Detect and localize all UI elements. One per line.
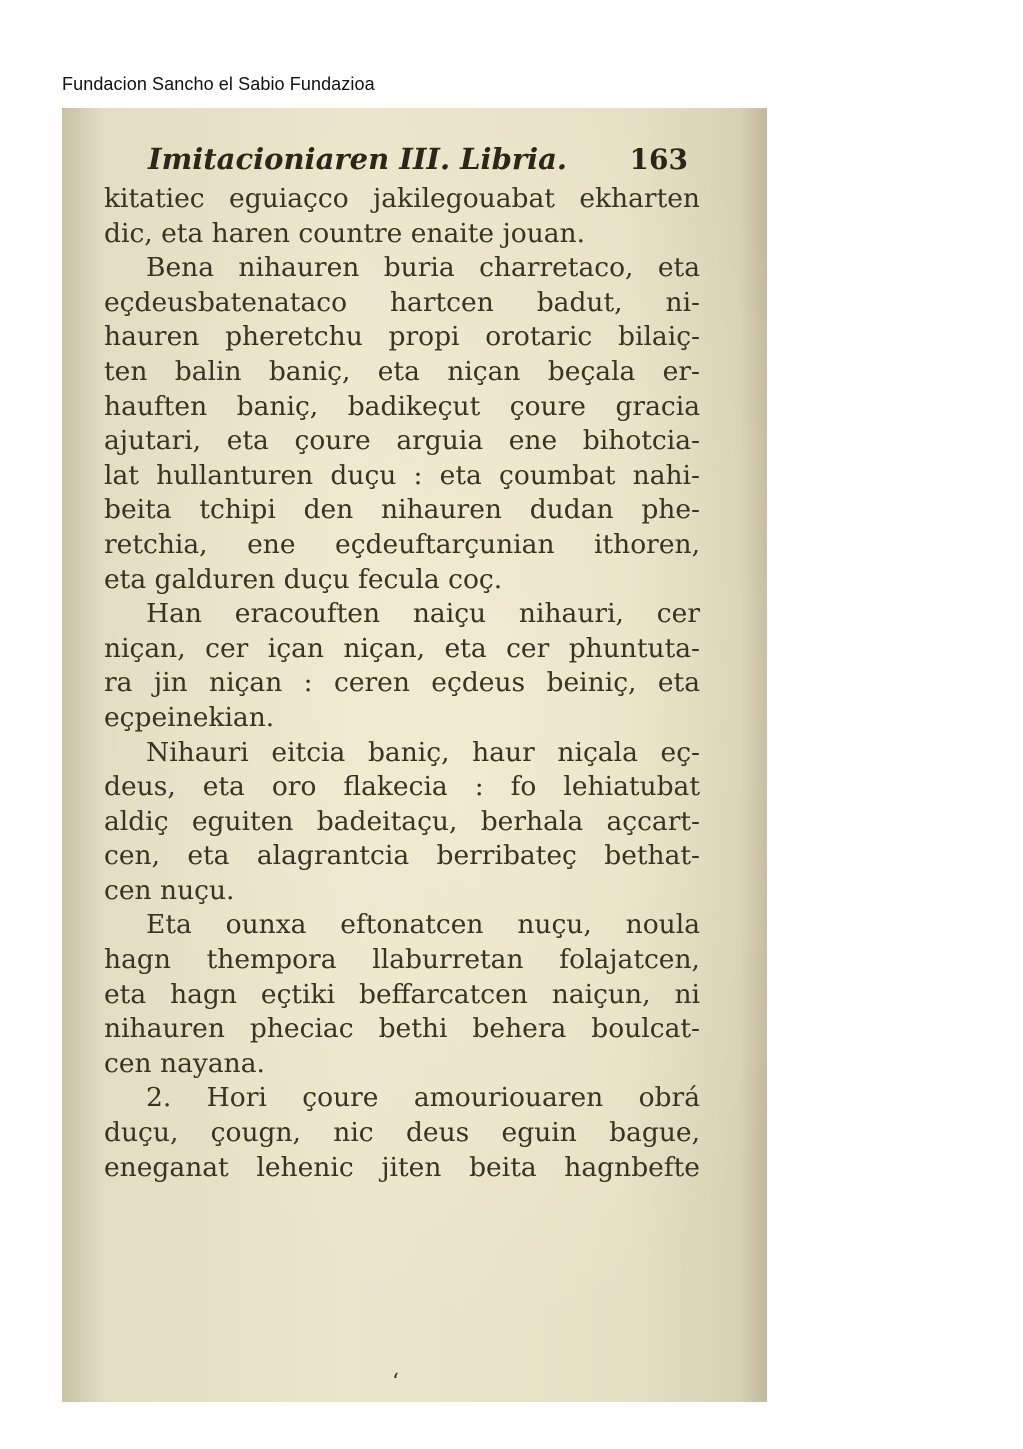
running-title: Imitacioniaren III. Libria. bbox=[148, 142, 568, 176]
text-line: Eta ounxa eftonatcen nuçu, noula bbox=[146, 909, 700, 941]
text-line: eçdeusbatenataco hartcen badut, ni- bbox=[104, 286, 700, 318]
text-line: deus, eta oro flakecia : fo lehiatubat bbox=[104, 771, 700, 803]
text-line: nihauren pheciac bethi behera boulcat- bbox=[104, 1013, 700, 1045]
text-line: cen, eta alagrantcia berribateç bethat- bbox=[104, 840, 700, 872]
text-line: ra jin niçan : ceren eçdeus beiniç, eta bbox=[104, 667, 700, 699]
page-body bbox=[104, 182, 700, 1185]
text-line: cen nuçu. bbox=[104, 874, 235, 906]
text-line: Bena nihauren buria charretaco, eta bbox=[146, 252, 700, 284]
text-line: ten balin baniç, eta niçan beçala er- bbox=[104, 355, 700, 387]
text-line: eçpeinekian. bbox=[104, 701, 275, 733]
text-line: hauren pheretchu propi orotaric bilaiç- bbox=[104, 321, 700, 353]
scanned-page bbox=[62, 108, 767, 1402]
text-line: ajutari, eta çoure arguia ene bihotcia- bbox=[104, 425, 700, 457]
text-line: hauften baniç, badikeçut çoure gracia bbox=[104, 390, 700, 422]
running-header bbox=[148, 142, 688, 176]
text-line: eta galduren duçu fecula coç. bbox=[104, 563, 503, 595]
text-line: beita tchipi den nihauren dudan phe- bbox=[104, 494, 700, 526]
text-line: niçan, cer içan niçan, eta cer phuntuta- bbox=[104, 632, 700, 664]
text-line: kitatiec eguiaçco jakilegouabat ekharten bbox=[104, 183, 700, 214]
text-line: retchia, ene eçdeuftarçunian ithoren, bbox=[104, 528, 700, 560]
text-line: aldiç eguiten badeitaçu, berhala açcart- bbox=[104, 805, 700, 837]
source-label: Fundacion Sancho el Sabio Fundazioa bbox=[62, 74, 375, 94]
text-line: hagn thempora llaburretan folajatcen, bbox=[104, 944, 700, 976]
text-line: dic, eta haren countre enaite jouan. bbox=[104, 217, 586, 249]
text-line: eneganat lehenic jiten beita hagnbefte bbox=[104, 1151, 700, 1183]
text-line: 2. Hori çoure amouriouaren obrá bbox=[146, 1082, 700, 1114]
text-line: duçu, çougn, nic deus eguin bague, bbox=[104, 1117, 700, 1149]
text-line: Nihauri eitcia baniç, haur niçala eç- bbox=[146, 736, 700, 768]
text-line: eta hagn eçtiki beffarcatcen naiçun, ni bbox=[104, 978, 700, 1010]
page-number: 163 bbox=[629, 143, 688, 176]
text-line: cen nayana. bbox=[104, 1047, 265, 1079]
text-line: Han eracouften naiçu nihauri, cer bbox=[146, 598, 700, 630]
text-line: lat hullanturen duçu : eta çoumbat nahi- bbox=[104, 459, 700, 491]
ink-speck: ‘ bbox=[392, 1370, 399, 1395]
